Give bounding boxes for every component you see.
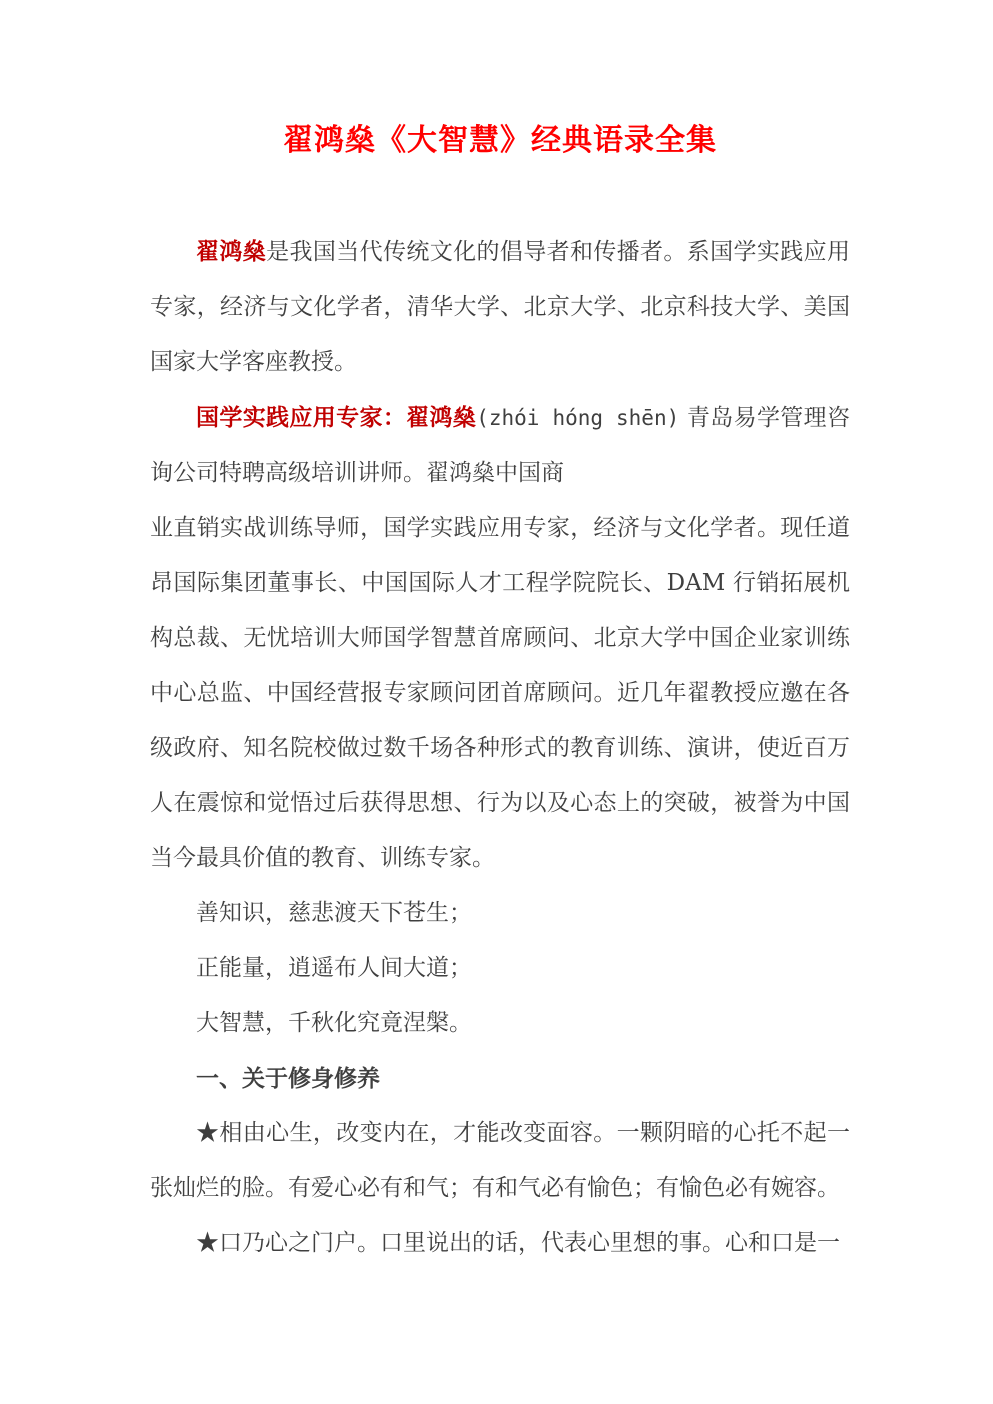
author-name-highlight: 翟鸿燊 bbox=[196, 238, 267, 265]
section-1-heading: 一、关于修身修养 bbox=[196, 1065, 380, 1092]
expert-title-highlight: 国学实践应用专家：翟鸿燊 bbox=[196, 404, 477, 431]
intro-paragraph-1-text: 是我国当代传统文化的倡导者和传播者。系国学实践应用专家，经济与文化学者，清华大学、北京大学、北京科技大学、美国国家大学客座教授。 bbox=[150, 239, 851, 375]
motto-line-3: 大智慧，千秋化究竟涅槃。 bbox=[196, 1010, 472, 1036]
motto-line-1: 善知识，慈悲渡天下苍生； bbox=[196, 900, 472, 926]
intro-paragraph-2-text: 青岛易学管理咨询公司特聘高级培训讲师。翟鸿燊中国商 bbox=[150, 405, 851, 486]
intro-paragraph-3: 业直销实战训练导师，国学实践应用专家，经济与文化学者。现任道昂国际集团董事长、中国国际人才工程学院院长、DAM 行销拓展机构总裁、无忧培训大师国学智慧首席顾问、北京大学中国企业家训练中心总监、中国经营报专家顾问团首席顾问。近几年翟教授应邀在各级政府、知名院校做过数千场各种形式的教育训练、演讲，使近百万人在震惊和觉悟过后获得思想、行为以及心态上的突破，被誉为中国当今最具价值的教育、训练专家。 bbox=[150, 515, 850, 871]
motto-line-2: 正能量，逍遥布人间大道； bbox=[196, 955, 472, 981]
intro-paragraph-1 bbox=[150, 224, 850, 390]
quote-paragraph-1: ★相由心生，改变内在，才能改变面容。一颗阴暗的心托不起一张灿烂的脸。有爱心必有和气；有和气必有愉色；有愉色必有婉容。 bbox=[150, 1120, 850, 1201]
intro-paragraph-2 bbox=[150, 390, 850, 501]
document-title: 翟鸿燊《大智慧》经典语录全集 bbox=[283, 123, 717, 158]
pinyin-annotation: (zhói hóng shēn) bbox=[476, 406, 680, 430]
quote-paragraph-2: ★口乃心之门户。口里说出的话，代表心里想的事。心和口是一 bbox=[196, 1230, 840, 1256]
